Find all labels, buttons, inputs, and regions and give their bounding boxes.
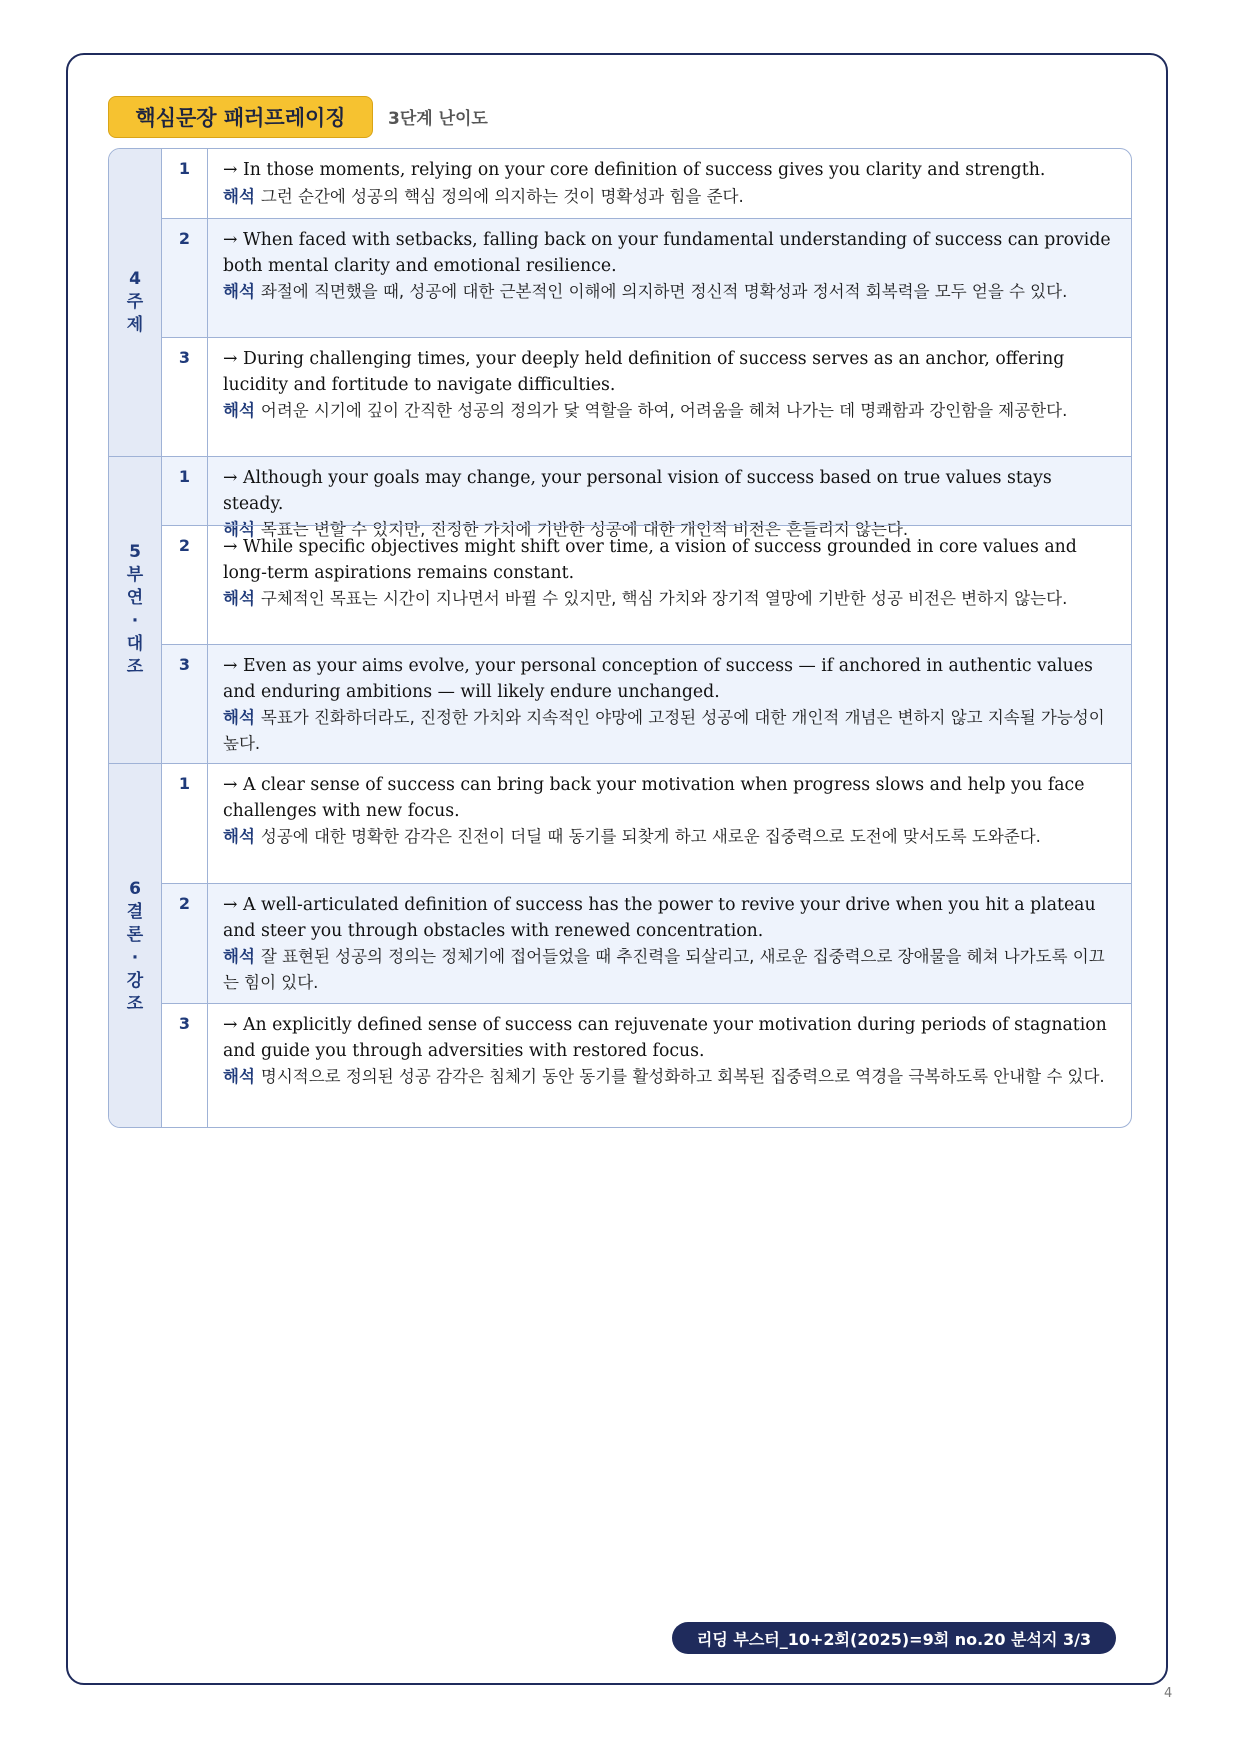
table-row: [162, 337, 1131, 456]
page-number: 4: [1164, 1686, 1173, 1701]
english-sentence: → While specific objectives might shift over time, a vision of success grounded in core values and long-term aspirations remains constant.: [223, 537, 1077, 583]
translation-label: 해석: [223, 282, 255, 301]
translation-label: 해석: [223, 520, 255, 539]
row-number: 2: [162, 526, 208, 644]
translation-label: 해석: [223, 589, 255, 608]
table-row: [162, 218, 1131, 337]
english-sentence: → Even as your aims evolve, your personal conception of success — if anchored in authentic values and enduring ambitions — will likely endure unchanged.: [223, 656, 1093, 702]
difficulty-label: 3단계 난이도: [388, 109, 488, 129]
table-row: [162, 764, 1131, 883]
english-sentence: → When faced with setbacks, falling back on your fundamental understanding of success can provide both mental clarity and emotional resilience.: [223, 230, 1111, 276]
korean-translation: 해석 구체적인 목표는 시간이 지나면서 바뀔 수 있지만, 핵심 가치와 장기적 열망에 기반한 성공 비전은 변하지 않는다.: [223, 589, 1068, 608]
group-topic: [109, 149, 1131, 456]
translation-label: 해석: [223, 401, 255, 420]
footer-badge: 리딩 부스터_10+2회(2025)=9회 no.20 분석지 3/3: [672, 1622, 1116, 1654]
table-row: [162, 644, 1131, 763]
table-row: [162, 883, 1131, 1003]
table-row: [162, 149, 1131, 218]
row-number: 2: [162, 884, 208, 1003]
row-number: 3: [162, 645, 208, 763]
group-elaboration: [109, 456, 1131, 763]
section-title: 핵심문장 패러프레이징: [108, 96, 373, 138]
korean-translation: 해석 그런 순간에 성공의 핵심 정의에 의지하는 것이 명확성과 힘을 준다.: [223, 186, 744, 206]
translation-label: 해석: [223, 708, 255, 727]
korean-translation: 해석 명시적으로 정의된 성공 감각은 침체기 동안 동기를 활성화하고 회복된 집중력으로 역경을 극복하도록 안내할 수 있다.: [223, 1067, 1105, 1086]
english-sentence: → A well-articulated definition of success has the power to revive your drive when you hit a plateau and steer you through obstacles with renewed concentration.: [223, 895, 1096, 941]
table-row: [162, 1003, 1131, 1128]
english-sentence: → A clear sense of success can bring back your motivation when progress slows and help you face challenges with new focus.: [223, 775, 1085, 821]
paraphrase-table: [108, 148, 1132, 1128]
translation-label: 해석: [223, 186, 255, 206]
korean-translation: 해석 성공에 대한 명확한 감각은 진전이 더딜 때 동기를 되찾게 하고 새로운 집중력으로 도전에 맞서도록 도와준다.: [223, 827, 1041, 846]
group-label: 4주제: [109, 149, 162, 456]
translation-label: 해석: [223, 827, 255, 846]
row-number: 1: [162, 764, 208, 883]
korean-translation: 해석 목표가 진화하더라도, 진정한 가치와 지속적인 야망에 고정된 성공에 대한 개인적 개념은 변하지 않고 지속될 가능성이 높다.: [223, 708, 1105, 753]
group-label: 5부연·대조: [109, 457, 162, 763]
group-conclusion: [109, 763, 1131, 1128]
table-row: [162, 525, 1131, 644]
translation-label: 해석: [223, 947, 255, 966]
table-row: [162, 457, 1131, 539]
row-number: 3: [162, 338, 208, 456]
english-sentence: → In those moments, relying on your core definition of success gives you clarity and strength.: [223, 160, 1046, 180]
row-number: 3: [162, 1004, 208, 1128]
english-sentence: → During challenging times, your deeply held definition of success serves as an anchor, offering lucidity and fortitude to navigate difficulties.: [223, 349, 1065, 395]
korean-translation: 해석 잘 표현된 성공의 정의는 정체기에 접어들었을 때 추진력을 되살리고, 새로운 집중력으로 장애물을 헤쳐 나가도록 이끄는 힘이 있다.: [223, 947, 1105, 992]
english-sentence: → An explicitly defined sense of success can rejuvenate your motivation during periods of stagnation and guide you through adversities with restored focus.: [223, 1015, 1107, 1061]
korean-translation: 해석 목표는 변할 수 있지만, 진정한 가치에 기반한 성공에 대한 개인적 비전은 흔들리지 않는다.: [223, 520, 909, 539]
korean-translation: 해석 어려운 시기에 깊이 간직한 성공의 정의가 닻 역할을 하여, 어려움을 헤쳐 나가는 데 명쾌함과 강인함을 제공한다.: [223, 401, 1068, 420]
row-number: 1: [162, 149, 208, 218]
korean-translation: 해석 좌절에 직면했을 때, 성공에 대한 근본적인 이해에 의지하면 정신적 명확성과 정서적 회복력을 모두 얻을 수 있다.: [223, 282, 1068, 301]
row-number: 1: [162, 457, 208, 525]
row-number: 2: [162, 219, 208, 337]
translation-label: 해석: [223, 1067, 255, 1086]
english-sentence: → Although your goals may change, your personal vision of success based on true values stays steady.: [223, 468, 1052, 514]
group-label: 6결론·강조: [109, 764, 162, 1128]
